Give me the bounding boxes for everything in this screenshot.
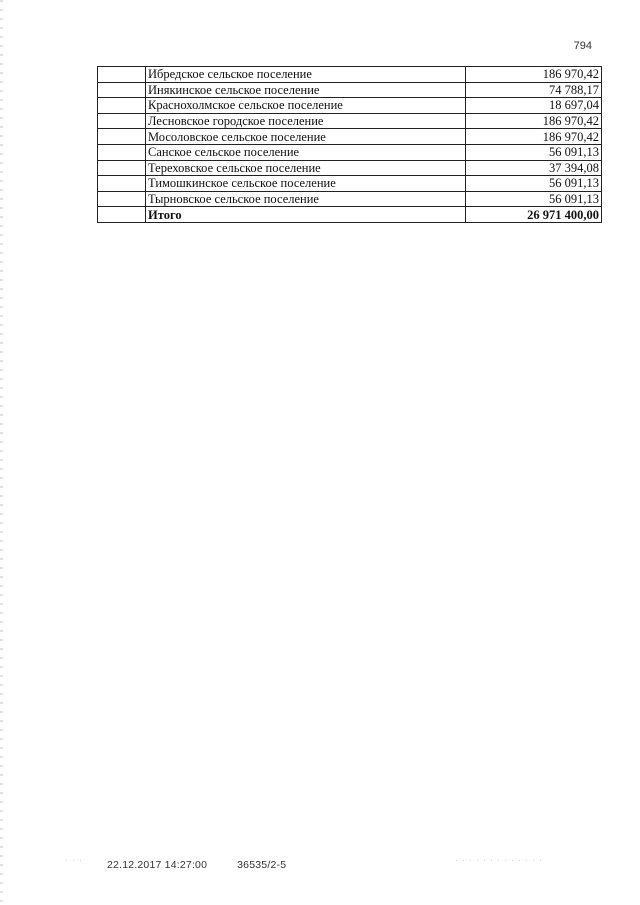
amount-cell: 37 394,08 (466, 160, 602, 176)
row-number-cell (98, 176, 146, 192)
row-number-cell (98, 98, 146, 114)
table-row (98, 113, 602, 129)
scan-edge-artifact (0, 0, 3, 905)
row-number-cell (98, 144, 146, 160)
table-row (98, 129, 602, 145)
table-body (98, 67, 602, 223)
footer-stamp (107, 859, 286, 871)
settlement-allocation-table (97, 66, 602, 223)
amount-cell: 74 788,17 (466, 82, 602, 98)
settlement-name-cell: Ибредское сельское поселение (146, 67, 466, 83)
table-row (98, 176, 602, 192)
row-number-cell (98, 67, 146, 83)
total-number-cell (98, 207, 146, 223)
total-row (98, 207, 602, 223)
amount-cell: 56 091,13 (466, 144, 602, 160)
total-amount-cell: 26 971 400,00 (466, 207, 602, 223)
settlement-name-cell: Тырновское сельское поселение (146, 191, 466, 207)
footer-datetime: 22.12.2017 14:27:00 (107, 859, 208, 871)
settlement-name-cell: Лесновское городское поселение (146, 113, 466, 129)
table-row (98, 67, 602, 83)
page-number: 794 (573, 40, 592, 52)
settlement-name-cell: Мосоловское сельское поселение (146, 129, 466, 145)
scan-speckle-left (66, 860, 86, 861)
table-row (98, 160, 602, 176)
table-row (98, 191, 602, 207)
settlement-name-cell: Инякинское сельское поселение (146, 82, 466, 98)
table-row (98, 144, 602, 160)
row-number-cell (98, 160, 146, 176)
table-row (98, 98, 602, 114)
settlement-name-cell: Краснохолмское сельское поселение (146, 98, 466, 114)
scan-speckle-right (456, 860, 546, 861)
amount-cell: 186 970,42 (466, 129, 602, 145)
settlement-name-cell: Тереховское сельское поселение (146, 160, 466, 176)
row-number-cell (98, 191, 146, 207)
amount-cell: 18 697,04 (466, 98, 602, 114)
row-number-cell (98, 82, 146, 98)
table-row (98, 82, 602, 98)
amount-cell: 56 091,13 (466, 176, 602, 192)
amount-cell: 56 091,13 (466, 191, 602, 207)
settlement-name-cell: Тимошкинское сельское поселение (146, 176, 466, 192)
footer-document-code: 36535/2-5 (237, 859, 287, 871)
amount-cell: 186 970,42 (466, 113, 602, 129)
total-label-cell: Итого (146, 207, 466, 223)
settlement-name-cell: Санское сельское поселение (146, 144, 466, 160)
row-number-cell (98, 113, 146, 129)
row-number-cell (98, 129, 146, 145)
amount-cell: 186 970,42 (466, 67, 602, 83)
